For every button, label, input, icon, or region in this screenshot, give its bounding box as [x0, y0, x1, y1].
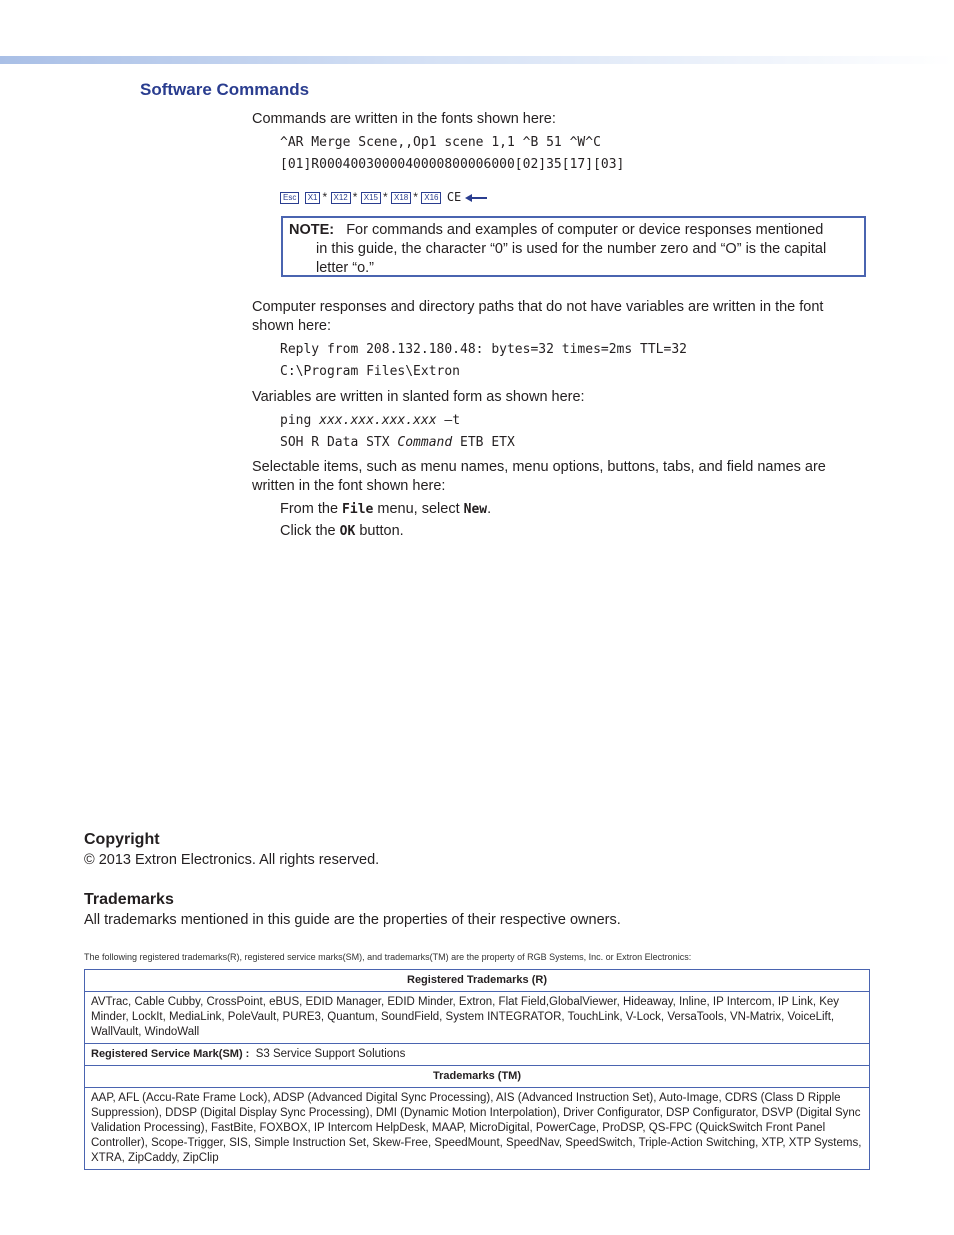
selectable-intro-1: Selectable items, such as menu names, menu options, buttons, tabs, and field names are: [252, 459, 826, 475]
variable-example-1-var: xxx.xxx.xxx.xxx: [319, 413, 437, 428]
variable-example-1: [280, 411, 460, 430]
variable-example-1-cmd: ping: [280, 413, 320, 428]
sel2-ok: OK: [339, 524, 356, 539]
key-x16: X16: [421, 192, 441, 204]
response-example-1: Reply from 208.132.180.48: bytes=32 times=2ms TTL=32: [280, 342, 687, 357]
sel2-a: Click the: [280, 523, 340, 539]
copyright-text: © 2013 Extron Electronics. All rights reserved.: [84, 852, 380, 868]
sel1-e: .: [487, 501, 492, 517]
section-title: Software Commands: [140, 80, 310, 99]
registered-trademarks-list: AVTrac, Cable Cubby, CrossPoint, eBUS, EDID Manager, EDID Minder, Extron, Flat Field,GlobalViewer, Hideaway, Inline, IP Intercom, IP Link, Key Minder, LockIt, MediaLink, PoleVault, PURE3, Quantum, SoundField, System INTEGRATOR, TouchLink, V-Lock, VersaTools, VN-Matrix, VoiceLift, WallVault, WindoWall: [85, 992, 870, 1044]
service-mark-value: S3 Service Support Solutions: [255, 1048, 406, 1060]
selectable-example-1: [280, 500, 491, 519]
sel2-c: button.: [355, 523, 404, 539]
service-mark-label: Registered Service Mark(SM) :: [91, 1048, 250, 1060]
responses-intro-1: Computer responses and directory paths that do not have variables are written in the font: [252, 299, 824, 315]
sel1-file: File: [342, 502, 374, 517]
response-example-2: C:\Program Files\Extron: [280, 364, 461, 379]
note-text-3: letter “o.”: [316, 260, 375, 276]
service-mark-row: [85, 1044, 870, 1066]
variable-example-1-tail: —t: [436, 413, 461, 428]
responses-intro-2: shown here:: [252, 318, 331, 334]
selectable-example-2: [280, 522, 404, 541]
note-text-1: For commands and examples of computer or device responses mentioned: [346, 222, 824, 238]
trademarks-header: Trademarks (TM): [85, 1066, 870, 1088]
variable-example-2: [280, 433, 515, 452]
command-example-2: [01]R0004003000040000800006000[02]35[17][03]: [280, 157, 625, 172]
copyright-title: Copyright: [84, 831, 160, 848]
trademarks-text: All trademarks mentioned in this guide are the properties of their respective owners.: [84, 912, 621, 928]
key-x12: X12: [331, 192, 351, 204]
key-x1: X1: [305, 192, 321, 204]
trademarks-list: AAP, AFL (Accu-Rate Frame Lock), ADSP (Advanced Digital Sync Processing), AIS (Advanced Instruction Set), Auto-Image, CDRS (Class D Ripple Suppression), DDSP (Digital Display Sync Processing), DMI (Dynamic Motion Interpolation), Driver Configurator, DSP Configurator, DSVP (Digital Sync Validation Processing), FastBite, FOXBOX, IP Intercom HelpDesk, MAAP, MicroDigital, PowerCage, ProDSP, QS-FPC (QuickSwitch Front Panel Controller), Scope-Trigger, SIS, Simple Instruction Set, Skew-Free, SpeedMount, SpeedNav, SpeedSwitch, Triple-Action Switching, XTP, XTP Systems, XTRA, ZipCaddy, ZipClip: [85, 1088, 870, 1170]
key-x18: X18: [391, 192, 411, 204]
selectable-intro-2: written in the font shown here:: [252, 478, 446, 494]
key-tail: CE: [446, 190, 462, 204]
key-sequence: Esc X1 * X12 * X15 * X18 * X16 CE: [280, 190, 487, 204]
sel1-c: menu, select: [373, 501, 464, 517]
command-example-1: ^AR Merge Scene,,Op1 scene 1,1 ^B 51 ^W^C: [280, 135, 601, 150]
sel1-a: From the: [280, 501, 343, 517]
variables-intro: Variables are written in slanted form as shown here:: [252, 389, 585, 405]
note-text-2: in this guide, the character “0” is used for the number zero and “O” is the capital: [316, 241, 827, 257]
header-gradient-bar: [0, 56, 954, 64]
key-esc: Esc: [280, 192, 299, 204]
note-box: [281, 216, 866, 277]
key-x15: X15: [361, 192, 381, 204]
variable-example-2-var: Command: [397, 435, 453, 450]
trademarks-table: [84, 969, 870, 1170]
commands-intro: Commands are written in the fonts shown here:: [252, 111, 556, 127]
trademark-ownership-note: The following registered trademarks(R), registered service marks(SM), and trademarks(TM) are the property of RGB Systems, Inc. or Extron Electronics:: [84, 952, 692, 962]
sel1-new: New: [463, 502, 488, 517]
note-label: NOTE:: [289, 222, 335, 238]
variable-example-2-pre: SOH R Data STX: [280, 435, 398, 450]
variable-example-2-tail: ETB ETX: [452, 435, 515, 450]
trademarks-title: Trademarks: [84, 891, 174, 908]
registered-trademarks-header: Registered Trademarks (R): [85, 970, 870, 992]
enter-arrow-icon: [465, 193, 487, 203]
